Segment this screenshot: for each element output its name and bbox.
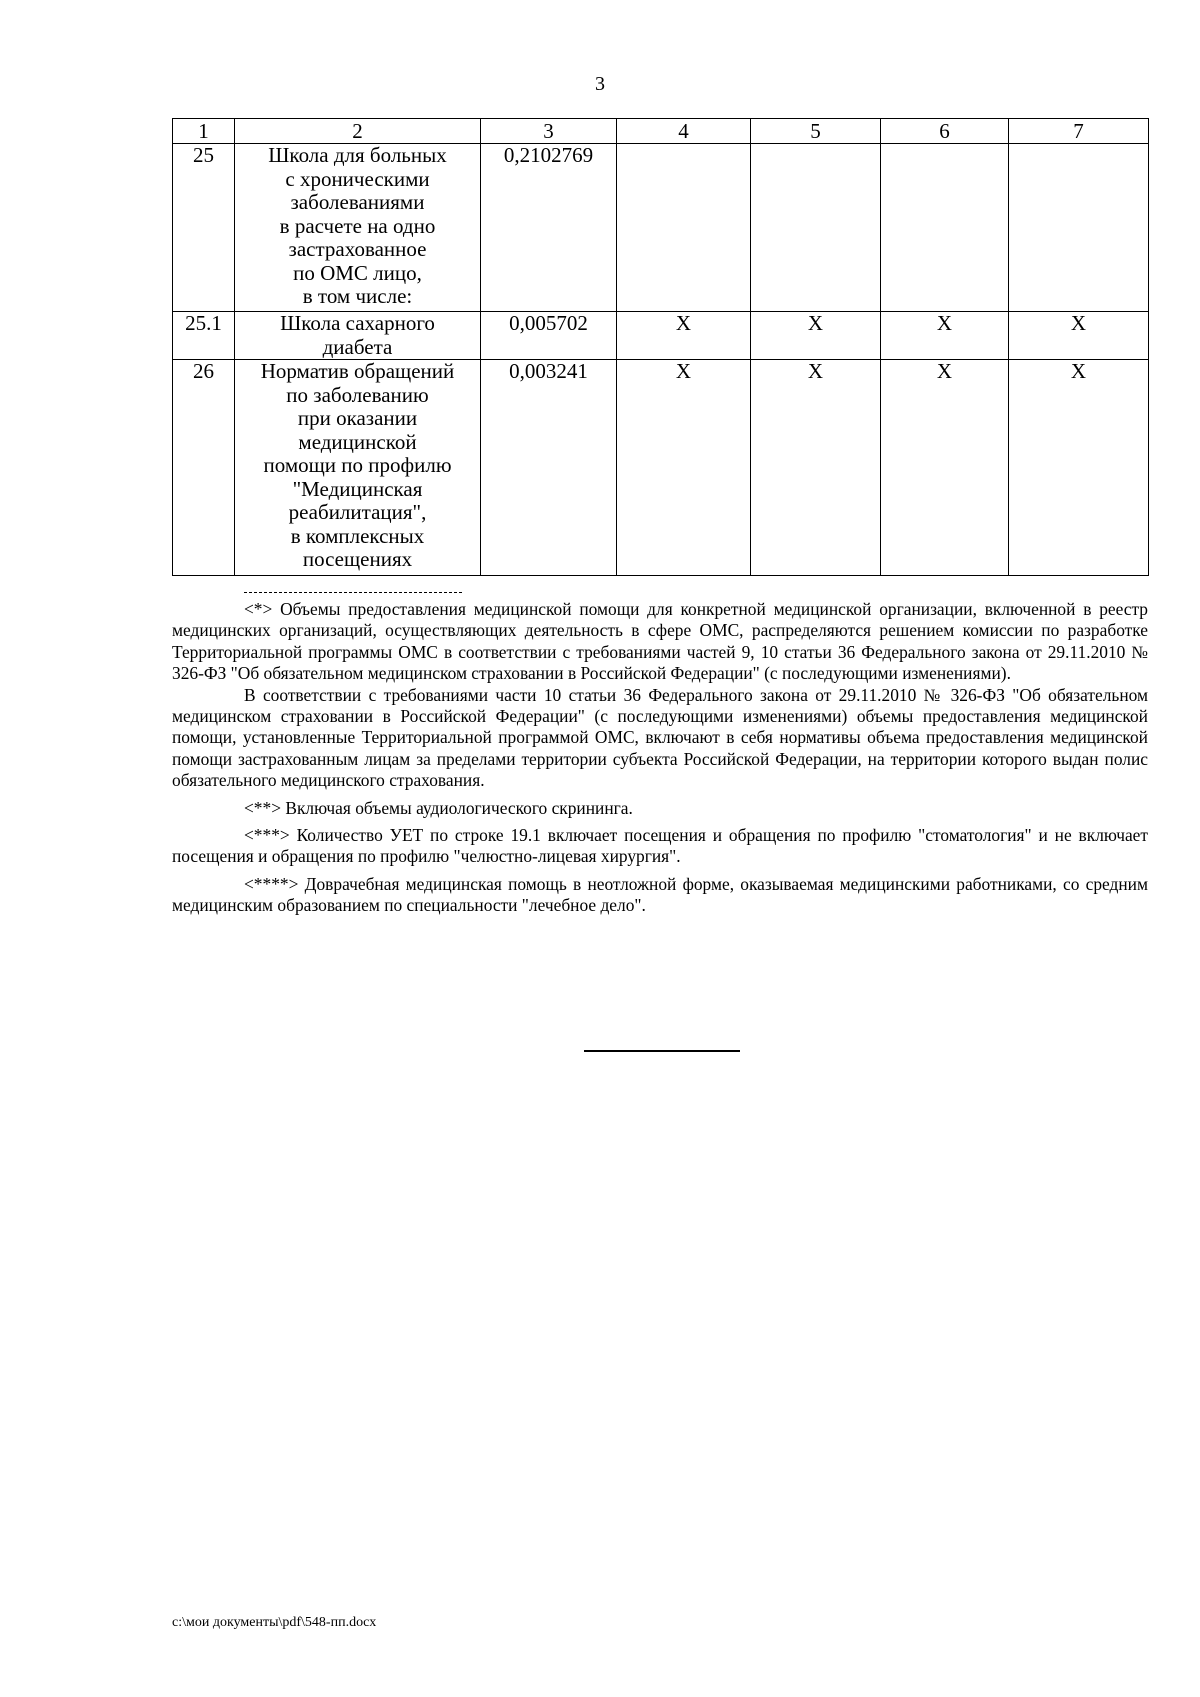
header-col-4: 4 (617, 119, 751, 144)
footnote-2: <**> Включая объемы аудиологического скрининга. (244, 797, 633, 818)
row-cell-4: X (617, 360, 751, 576)
row-number: 26 (173, 360, 235, 576)
row-cell-4 (617, 144, 751, 312)
row-name: Норматив обращений по заболеванию при оказании медицинской помощи по профилю "Медицинская реабилитация", в комплексных посещениях (235, 360, 481, 576)
row-cell-7: X (1009, 360, 1149, 576)
table-row (173, 312, 1149, 360)
row-number: 25 (173, 144, 235, 312)
row-cell-7 (1009, 144, 1149, 312)
footnote-paragraph: В соответствии с требованиями части 10 статьи 36 Федерального закона от 29.11.2010 № 326-ФЗ "Об обязательном медицинском страховании в Российской Федерации" (с последующими изменениями) объемы предоставления медицинской помощи, установленные Территориальной программой ОМС, включают в себя нормативы объема предоставления медицинской помощи застрахованным лицам за пределами территории субъекта Российской Федерации, на территории которого выдан полис обязательного медицинского страхования. (172, 684, 1148, 791)
header-col-7: 7 (1009, 119, 1149, 144)
header-col-2: 2 (235, 119, 481, 144)
row-value: 0,005702 (481, 312, 617, 360)
row-value: 0,2102769 (481, 144, 617, 312)
header-col-3: 3 (481, 119, 617, 144)
end-of-document-line (584, 1050, 740, 1052)
row-name: Школа для больных с хроническими заболеваниями в расчете на одно застрахованное по ОМС лицо, в том числе: (235, 144, 481, 312)
row-number: 25.1 (173, 312, 235, 360)
footnote-3: <***> Количество УЕТ по строке 19.1 включает посещения и обращения по профилю "стоматология" и не включает посещения и обращения по профилю "челюстно-лицевая хирургия". (172, 825, 1148, 867)
row-cell-6 (881, 144, 1009, 312)
row-cell-4: X (617, 312, 751, 360)
row-cell-5: X (751, 312, 881, 360)
row-cell-6: X (881, 360, 1009, 576)
footnote-separator (244, 592, 462, 593)
file-path: c:\мои документы\pdf\548-пп.docx (172, 1615, 377, 1630)
page-number: 3 (595, 73, 605, 95)
header-col-5: 5 (751, 119, 881, 144)
row-cell-6: X (881, 312, 1009, 360)
row-cell-7: X (1009, 312, 1149, 360)
table-header-row (173, 119, 1149, 144)
footnotes (172, 592, 1148, 917)
row-cell-5: X (751, 360, 881, 576)
row-name: Школа сахарного диабета (235, 312, 481, 360)
row-cell-5 (751, 144, 881, 312)
table-row (173, 360, 1149, 576)
header-col-6: 6 (881, 119, 1009, 144)
table-row (173, 144, 1149, 312)
norms-table (172, 118, 1149, 576)
footnote-1: <*> Объемы предоставления медицинской помощи для конкретной медицинской организации, включенной в реестр медицинских организаций, осуществляющих деятельность в сфере ОМС, распределяются решением комиссии по разработке Территориальной программы ОМС в соответствии с требованиями частей 9, 10 статьи 36 Федерального закона от 29.11.2010 № 326-ФЗ "Об обязательном медицинском страховании в Российской Федерации" (с последующими изменениями). (172, 599, 1148, 684)
row-value: 0,003241 (481, 360, 617, 576)
footnote-4: <****> Доврачебная медицинская помощь в неотложной форме, оказываемая медицинскими работниками, со средним медицинским образованием по специальности "лечебное дело". (172, 873, 1148, 916)
header-col-1: 1 (173, 119, 235, 144)
